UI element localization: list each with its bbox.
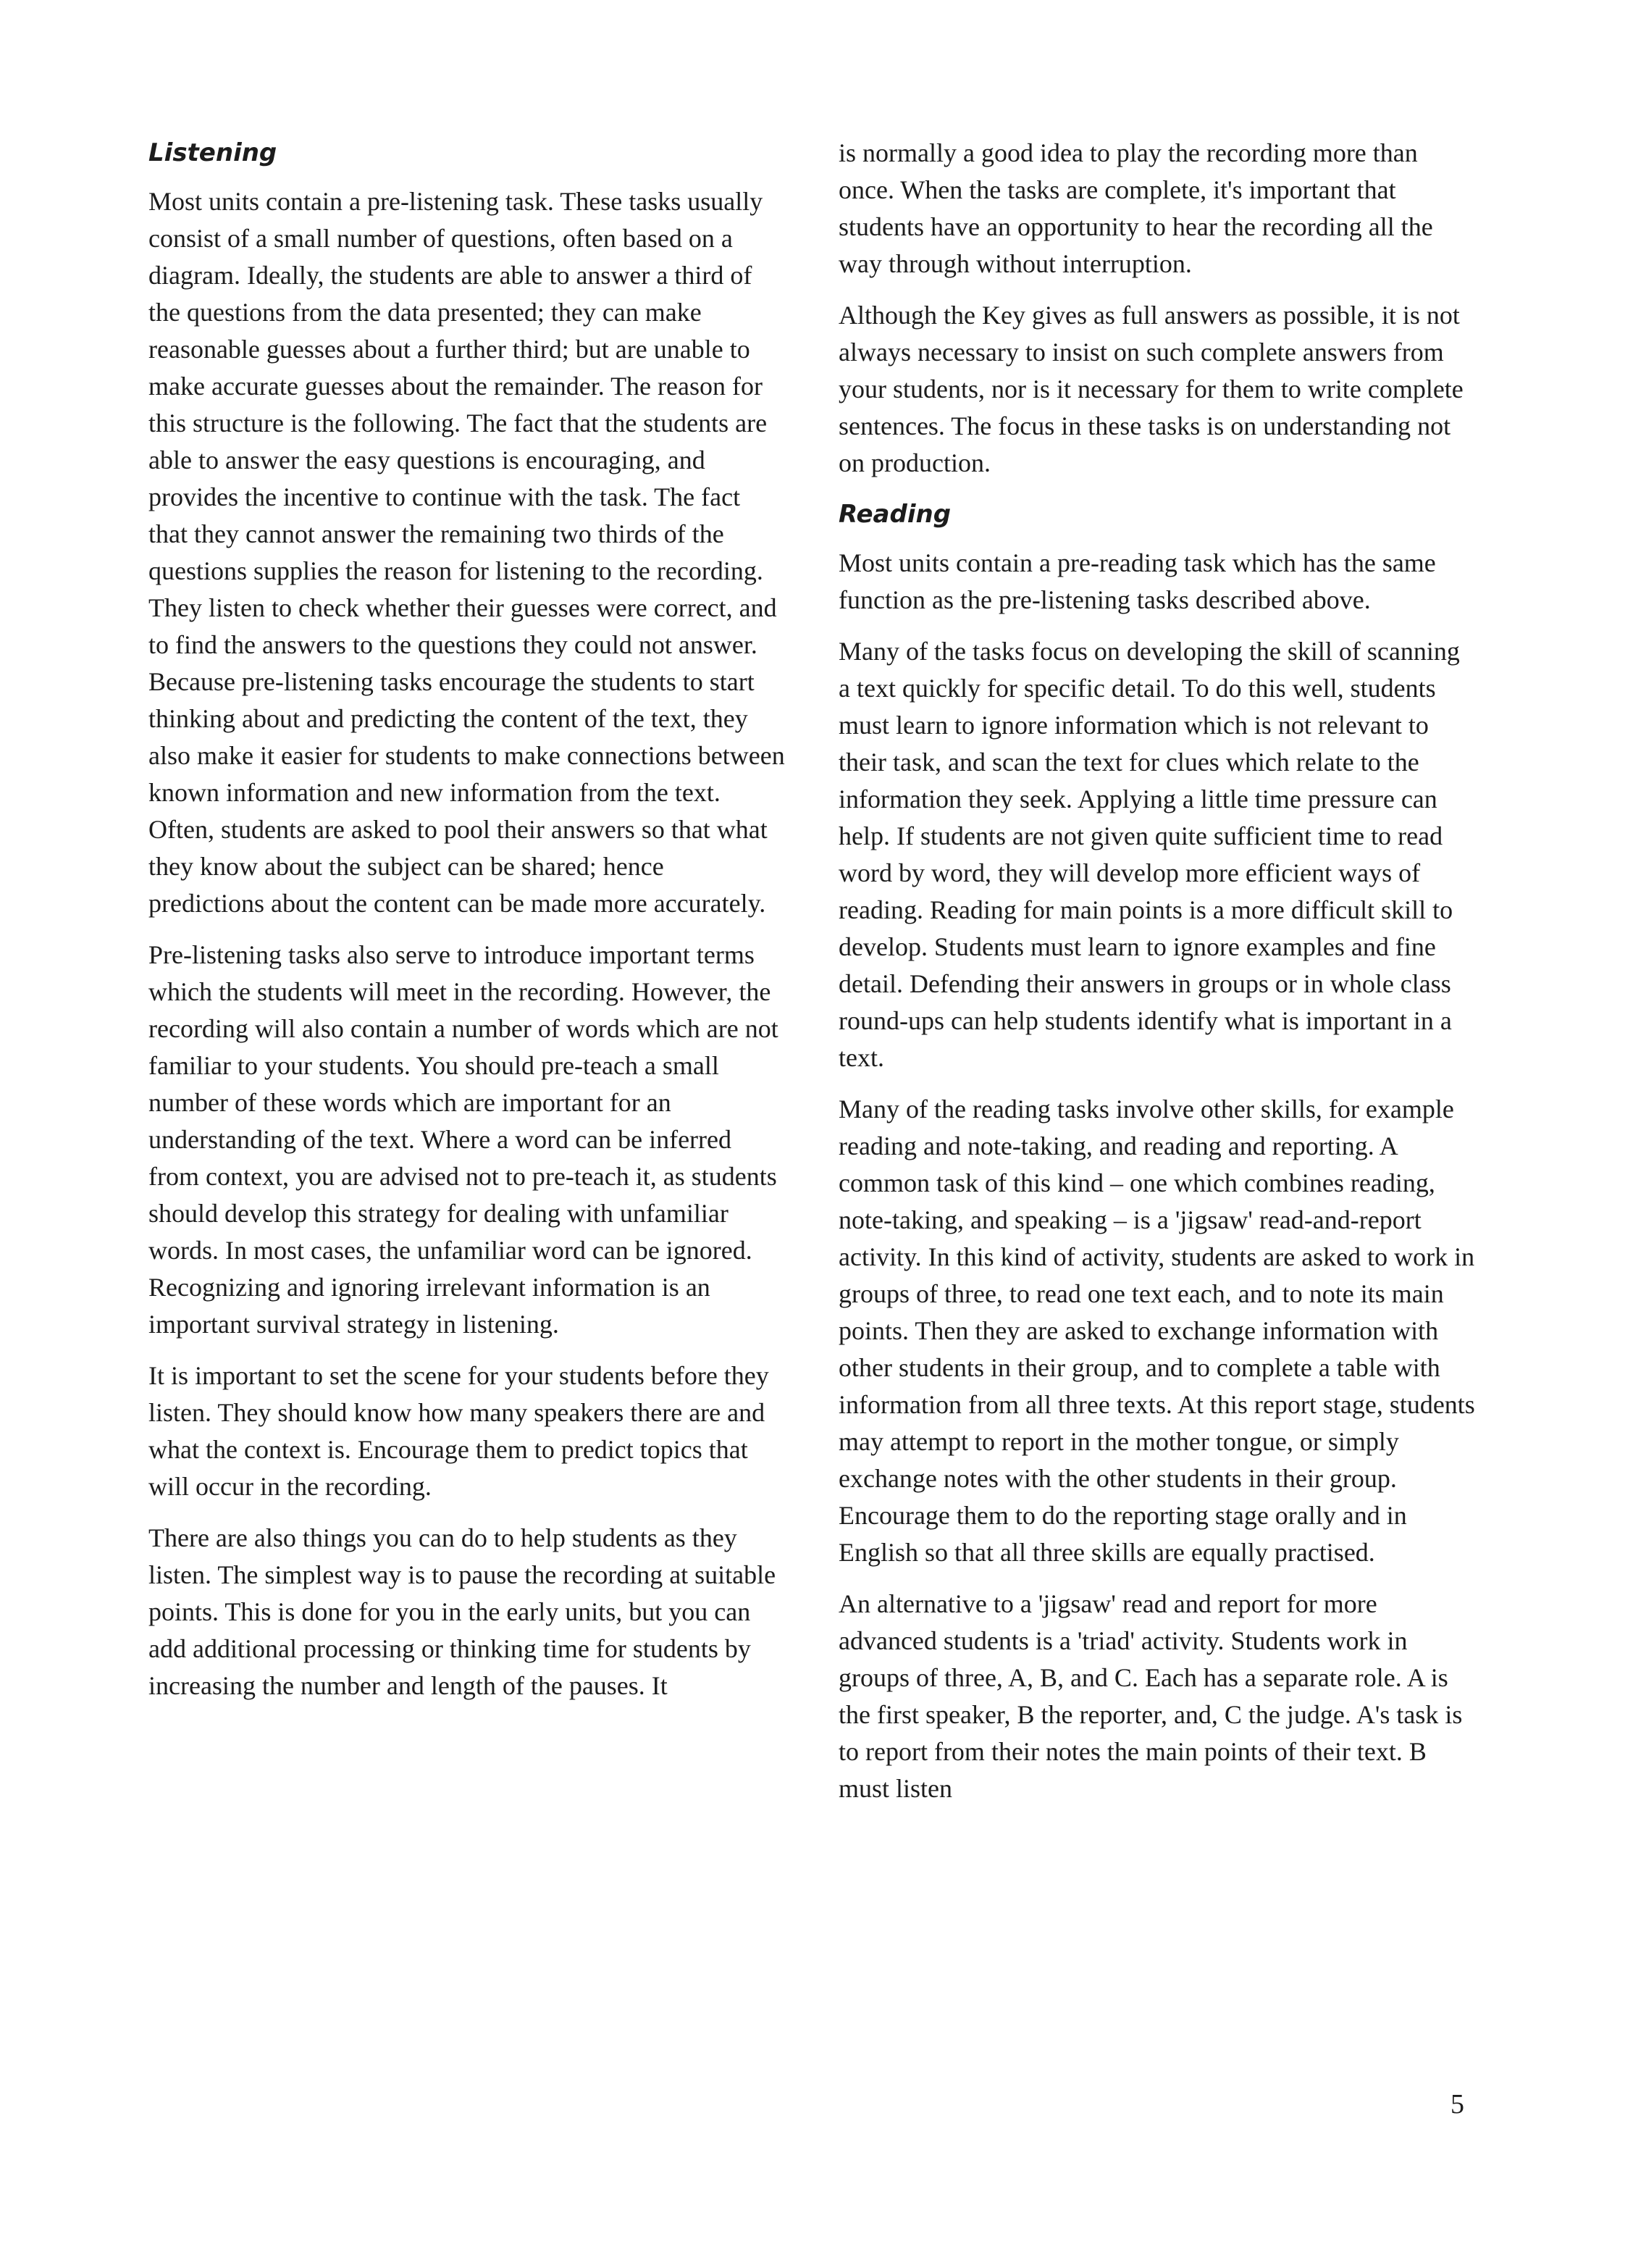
listening-paragraph-2: Pre-listening tasks also serve to introduce important terms which the students will meet in the recording. However, the recording will also contain a number of words which are not familiar to your students. You should pre-teach a small number of these words which are important for an understanding of the text. Where a word can be inferred from context, you are advised not to pre-teach it, as students should develop this strategy for dealing with unfamiliar words. In most cases, the unfamiliar word can be ignored. Recognizing and ignoring irrelevant information is an important survival strategy in listening.	[148, 940, 778, 1339]
listening-continued-paragraph-1: is normally a good idea to play the recording more than once. When the tasks are complete, it's important that students have an opportunity to hear the recording all the way through without interruption.	[839, 138, 1433, 278]
left-column	[148, 135, 786, 1719]
reading-heading: Reading	[839, 500, 952, 529]
reading-paragraph-4: An alternative to a 'jigsaw' read and report for more advanced students is a 'triad' activity. Students work in groups of three, A, B, and C. Each has a separate role. A is the first speaker, B the reporter, and, C the judge. A's task is to report from their notes the main points of their text. B must listen	[839, 1589, 1463, 1803]
reading-paragraph-3: Many of the reading tasks involve other skills, for example reading and note-taking, and reading and reporting. A common task of this kind – one which combines reading, note-taking, and speaking – is a 'jigsaw' read-and-report activity. In this kind of activity, students are asked to work in groups of three, to read one text each, and to note its main points. Then they are asked to exchange information with other students in their group, and to complete a table with information from all three texts. At this report stage, students may attempt to report in the mother tongue, or simply exchange notes with the other students in their group. Encourage them to do the reporting stage orally and in English so that all three skills are equally practised.	[839, 1095, 1475, 1567]
listening-paragraph-4: There are also things you can do to help students as they listen. The simplest way is to pause the recording at suitable points. This is done for you in the early units, but you can add additional processing or thinking time for students by increasing the number and length of the pauses. It	[148, 1523, 776, 1700]
reading-paragraph-1: Most units contain a pre-reading task which has the same function as the pre-listening tasks described above.	[839, 548, 1436, 614]
page-number: 5	[1450, 2089, 1464, 2120]
listening-paragraph-3: It is important to set the scene for your students before they listen. They should know how many speakers there are and what the context is. Encourage them to predict topics that will occur in the recording.	[148, 1361, 769, 1501]
listening-heading: Listening	[148, 138, 277, 167]
listening-continued-paragraph-2: Although the Key gives as full answers as possible, it is not always necessary to insist on such complete answers from your students, nor is it necessary for them to write complete sentences. The focus in these tasks is on understanding not on production.	[839, 301, 1464, 477]
right-column	[839, 135, 1476, 1822]
listening-paragraph-1: Most units contain a pre-listening task. These tasks usually consist of a small number of questions, often based on a diagram. Ideally, the students are able to answer a third of the questions from the data presented; they can make reasonable guesses about a further third; but are unable to make accurate guesses about the remainder. The reason for this structure is the following. The fact that the students are able to answer the easy questions is encouraging, and provides the incentive to continue with the task. The fact that they cannot answer the remaining two thirds of the questions supplies the reason for listening to the recording. They listen to check whether their guesses were correct, and to find the answers to the questions they could not answer. Because pre-listening tasks encourage the students to start thinking about and predicting the content of the text, they also make it easier for students to make connections between known information and new information from the text. Often, students are asked to pool their answers so that what they know about the subject can be shared; hence predictions about the content can be made more accurately.	[148, 187, 785, 918]
reading-paragraph-2: Many of the tasks focus on developing the skill of scanning a text quickly for specific detail. To do this well, students must learn to ignore information which is not relevant to their task, and scan the text for clues which relate to the information they seek. Applying a little time pressure can help. If students are not given quite sufficient time to read word by word, they will develop more efficient ways of reading. Reading for main points is a more difficult skill to develop. Students must learn to ignore examples and fine detail. Defending their answers in groups or in whole class round-ups can help students identify what is important in a text.	[839, 637, 1460, 1072]
